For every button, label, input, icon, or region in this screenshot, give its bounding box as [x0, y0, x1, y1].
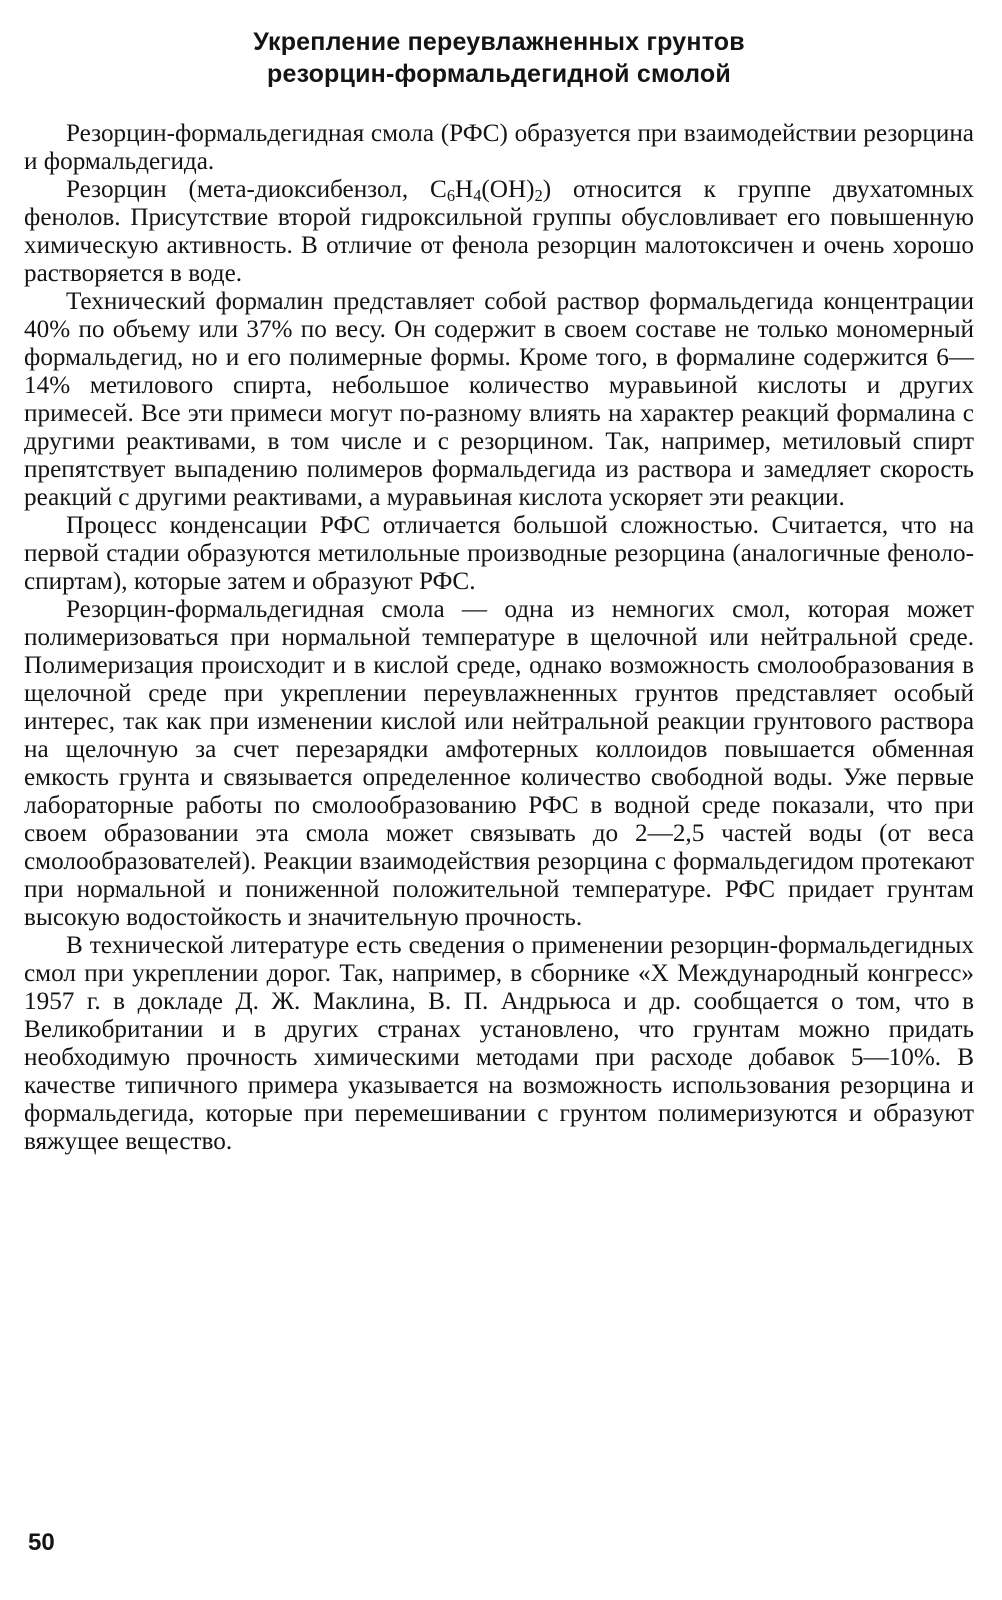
- paragraph-3: Технический формалин представляет собой раствор формальдегида концентрации 40% по объему или 37% по весу. Он содержит в своем составе не только мономерный формальдегид, но и его полимерные формы. Кроме того, в формалине содержится 6—14% метилового спирта, небольшое количество муравьиной кислоты и других примесей. Все эти примеси могут по-разному влиять на характер реакций формалина с другими реактивами, в том числе и с резорцином. Так, например, метиловый спирт препятствует выпадению полимеров формальдегида из раствора и замедляет скорость реакций с другими реактивами, а муравьиная кислота ускоряет эти реакции.: [24, 288, 974, 511]
- formula-subscript: 6: [446, 186, 456, 206]
- paragraph-2: [24, 176, 974, 288]
- paragraph-5: Резорцин-формальдегидная смола — одна из немногих смол, которая может полимеризоваться при нормальной температуре в щелочной или нейтральной среде. Полимеризация происходит и в кислой среде, однако возможность смолообразования в щелочной среде при укреплении переувлажненных грунтов представляет особый интерес, так как при изменении кислой или нейтральной реакции грунтового раствора на щелочную за счет перезарядки амфотерных коллоидов повышается обменная емкость грунта и связывается определенное количество свободной воды. Уже первые лабораторные работы по смолообразованию РФС в водной среде показали, что при своем образовании эта смола может связывать до 2—2,5 частей воды (от веса смолообразователей). Реакции взаимодействия резорцина с формальдегидом протекают при нормальной и пониженной положительной температуре. РФС придает грунтам высокую водостойкость и значительную прочность.: [24, 596, 974, 931]
- formula-subscript: 4: [473, 186, 482, 206]
- paragraph-6: В технической литературе есть сведения о применении резорцин-формальдегидных смол при укреплении дорог. Так, например, в сборнике «X Международный конгресс» 1957 г. в докладе Д. Ж. Маклина, В. П. Андрьюса и др. сообщается о том, что в Великобритании и в других странах установлено, что грунтам можно придать необходимую прочность химическими методами при расходе добавок 5—10%. В качестве типичного примера указывается на возможность использования резорцина и формальдегида, которые при перемешивании с грунтом полимеризуются и образуют вяжущее вещество.: [24, 932, 974, 1155]
- formula-part: (OH): [481, 176, 535, 203]
- paragraph-2-start: Резорцин (мета-диоксибензол, C: [66, 176, 447, 203]
- formula-part: H: [455, 176, 474, 203]
- paragraph-1: Резорцин-формальдегидная смола (РФС) образуется при взаимодействии резорцина и формальдегида.: [24, 120, 974, 175]
- page-title: [24, 26, 974, 90]
- formula-subscript: 2: [534, 186, 543, 206]
- paragraph-4: Процесс конденсации РФС отличается большой сложностью. Считается, что на первой стадии образуются метилольные производные резорцина (аналогичные феноло-спиртам), которые затем и образуют РФС.: [24, 512, 974, 595]
- page-number: 50: [28, 1529, 55, 1556]
- paragraph-2-end: ) относится к группе двухатомных фенолов. Присутствие второй гидроксильной группы обусловливает его повышенную химическую активность. В отличие от фенола резорцин малотоксичен и очень хорошо растворяется в воде.: [24, 176, 974, 287]
- body-text: [24, 120, 974, 1156]
- title-line-1: Укрепление переувлажненных грунтов: [253, 28, 745, 56]
- page: [24, 26, 974, 1156]
- title-line-2: резорцин-формальдегидной смолой: [267, 60, 731, 88]
